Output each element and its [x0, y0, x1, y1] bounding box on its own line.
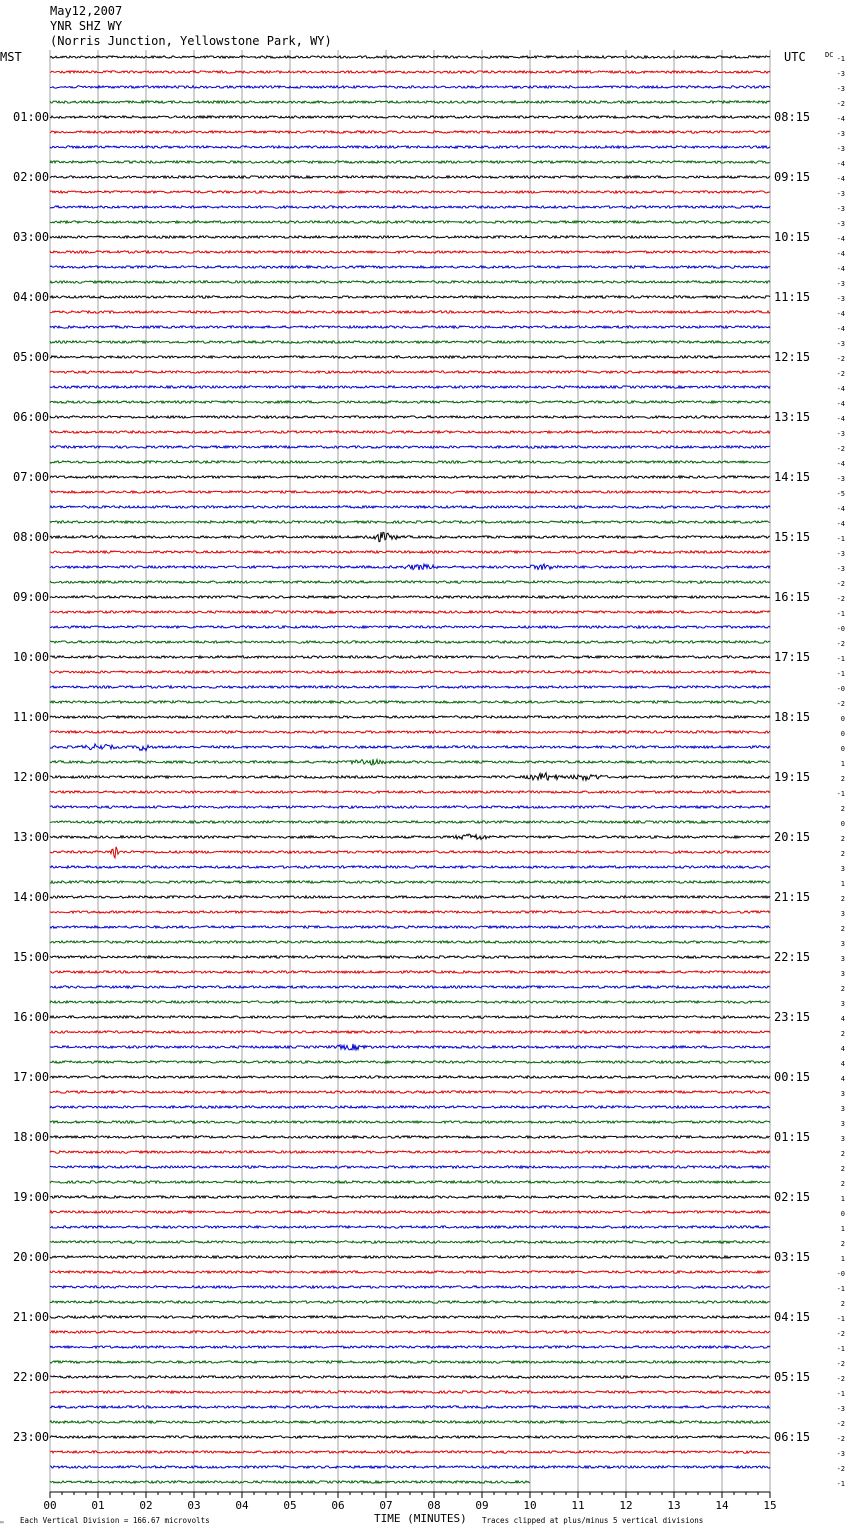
dc-offset-label: -4: [836, 310, 845, 318]
trace-48: [50, 773, 770, 780]
trace-70: [50, 1106, 770, 1108]
mst-hour-labels: [13, 110, 49, 1444]
mst-hour-label: 06:00: [13, 410, 50, 424]
x-tick-label: 13: [667, 1499, 681, 1512]
trace-81: [50, 1271, 770, 1273]
utc-hour-label: 12:15: [774, 350, 811, 364]
dc-offset-label: 2: [840, 850, 845, 858]
dc-offset-label: -3: [836, 295, 845, 303]
utc-hour-label: 06:15: [774, 1430, 811, 1444]
utc-hour-label: 01:15: [774, 1130, 811, 1144]
mst-hour-label: 08:00: [13, 530, 50, 544]
utc-hour-label: 17:15: [774, 650, 811, 664]
trace-1: [50, 71, 770, 73]
trace-79: [50, 1241, 770, 1243]
dc-offset-label: -3: [836, 430, 845, 438]
trace-31: [50, 521, 770, 523]
dc-offset-label: -2: [836, 700, 845, 708]
x-tick-label: 05: [283, 1499, 297, 1512]
utc-hour-labels: [774, 110, 810, 1444]
dc-offset-label: 3: [840, 1000, 845, 1008]
x-tick-label: 10: [523, 1499, 537, 1512]
trace-13: [50, 251, 770, 253]
dc-offset-label: 0: [840, 820, 845, 828]
trace-46: [50, 744, 770, 751]
trace-53: [50, 847, 770, 858]
trace-5: [50, 131, 770, 133]
trace-65: [50, 1031, 770, 1033]
trace-2: [50, 86, 770, 88]
mst-hour-label: 02:00: [13, 170, 50, 184]
x-tick-label: 11: [571, 1499, 585, 1512]
dc-offset-label: 0: [840, 715, 845, 723]
mst-hour-label: 23:00: [13, 1430, 50, 1444]
dc-offset-label: 1: [840, 1195, 845, 1203]
dc-offset-label: 3: [840, 940, 845, 948]
dc-offset-label: -3: [836, 475, 845, 483]
trace-59: [50, 941, 770, 943]
dc-offset-label: 2: [840, 805, 845, 813]
x-tick-label: 00: [43, 1499, 57, 1512]
trace-27: [50, 461, 770, 463]
trace-45: [50, 731, 770, 733]
utc-hour-label: 08:15: [774, 110, 811, 124]
trace-6: [50, 146, 770, 148]
trace-86: [50, 1346, 770, 1348]
trace-76: [50, 1196, 770, 1198]
dc-offset-label: -0: [836, 625, 845, 633]
dc-offset-label: 0: [840, 730, 845, 738]
dc-offset-label: 1: [840, 1255, 845, 1263]
dc-offset-label: -4: [836, 115, 845, 123]
trace-55: [50, 881, 770, 883]
x-tick-label: 08: [427, 1499, 441, 1512]
trace-7: [50, 161, 770, 163]
dc-offset-label: 2: [840, 1165, 845, 1173]
mst-hour-label: 16:00: [13, 1010, 50, 1024]
corner-mark: ™: [0, 1521, 4, 1528]
dc-offset-label: -1: [836, 535, 845, 543]
trace-73: [50, 1151, 770, 1153]
trace-19: [50, 341, 770, 343]
x-tick-label: 07: [379, 1499, 393, 1512]
dc-offset-label: -4: [836, 235, 845, 243]
trace-44: [50, 716, 770, 718]
trace-60: [50, 956, 770, 958]
trace-63: [50, 1001, 770, 1003]
trace-36: [50, 596, 770, 598]
trace-84: [50, 1316, 770, 1318]
utc-hour-label: 02:15: [774, 1190, 811, 1204]
trace-32: [50, 532, 770, 542]
utc-hour-label: 10:15: [774, 230, 811, 244]
trace-54: [50, 866, 770, 868]
utc-hour-label: 22:15: [774, 950, 811, 964]
mst-hour-label: 09:00: [13, 590, 50, 604]
trace-57: [50, 911, 770, 913]
trace-64: [50, 1016, 770, 1018]
trace-14: [50, 266, 770, 268]
dc-offset-label: -3: [836, 70, 845, 78]
dc-offset-label: -0: [836, 685, 845, 693]
utc-hour-label: 09:15: [774, 170, 811, 184]
dc-offset-label: -2: [836, 1330, 845, 1338]
seismogram-traces: [50, 56, 770, 1483]
dc-offset-label: -2: [836, 580, 845, 588]
trace-20: [50, 356, 770, 358]
dc-offset-label: -2: [836, 1435, 845, 1443]
dc-offset-label: -4: [836, 400, 845, 408]
trace-39: [50, 641, 770, 643]
trace-82: [50, 1286, 770, 1288]
trace-51: [50, 821, 770, 823]
mst-hour-label: 20:00: [13, 1250, 50, 1264]
mst-hour-label: 12:00: [13, 770, 50, 784]
dc-offset-label: 3: [840, 1090, 845, 1098]
trace-61: [50, 971, 770, 973]
dc-offset-label: -4: [836, 385, 845, 393]
header-date: May12,2007: [50, 4, 123, 18]
trace-87: [50, 1361, 770, 1363]
trace-93: [50, 1451, 770, 1453]
dc-offset-label: -3: [836, 85, 845, 93]
trace-4: [50, 116, 770, 118]
dc-offset-label: 3: [840, 1135, 845, 1143]
dc-offset-labels: [837, 55, 845, 1488]
dc-offset-label: 2: [840, 1240, 845, 1248]
trace-16: [50, 296, 770, 298]
utc-hour-label: 13:15: [774, 410, 811, 424]
dc-offset-label: -2: [836, 1465, 845, 1473]
trace-21: [50, 371, 770, 373]
trace-90: [50, 1406, 770, 1408]
utc-hour-label: 11:15: [774, 290, 811, 304]
dc-offset-label: -2: [836, 445, 845, 453]
dc-offset-label: -4: [836, 520, 845, 528]
trace-22: [50, 386, 770, 388]
x-tick-label: 02: [139, 1499, 153, 1512]
trace-52: [50, 834, 770, 839]
right-timezone-label: UTC: [784, 50, 806, 64]
trace-9: [50, 191, 770, 193]
dc-offset-label: 3: [840, 865, 845, 873]
mst-hour-label: 10:00: [13, 650, 50, 664]
trace-49: [50, 791, 770, 793]
trace-62: [50, 986, 770, 988]
header-location: (Norris Junction, Yellowstone Park, WY): [50, 34, 332, 48]
trace-77: [50, 1211, 770, 1213]
trace-0: [50, 56, 770, 58]
trace-78: [50, 1226, 770, 1228]
scale-note: Each Vertical Division = 166.67 microvolts: [20, 1516, 210, 1525]
trace-43: [50, 701, 770, 703]
left-timezone-label: MST: [0, 50, 22, 64]
mst-hour-label: 19:00: [13, 1190, 50, 1204]
dc-offset-label: -1: [836, 670, 845, 678]
dc-offset-label: -3: [836, 1450, 845, 1458]
x-tick-label: 09: [475, 1499, 489, 1512]
dc-offset-label: 2: [840, 1180, 845, 1188]
dc-offset-label: -2: [836, 595, 845, 603]
trace-33: [50, 551, 770, 553]
dc-offset-label: 1: [840, 1225, 845, 1233]
dc-offset-label: 0: [840, 1210, 845, 1218]
dc-offset-label: 0: [840, 745, 845, 753]
trace-17: [50, 311, 770, 313]
dc-offset-label: -3: [836, 220, 845, 228]
utc-hour-label: 20:15: [774, 830, 811, 844]
dc-offset-label: 1: [840, 880, 845, 888]
utc-hour-label: 21:15: [774, 890, 811, 904]
trace-28: [50, 476, 770, 478]
trace-74: [50, 1166, 770, 1168]
dc-offset-label: -3: [836, 1405, 845, 1413]
trace-92: [50, 1436, 770, 1438]
utc-hour-label: 23:15: [774, 1010, 811, 1024]
x-tick-label: 12: [619, 1499, 633, 1512]
trace-89: [50, 1391, 770, 1393]
trace-3: [50, 101, 770, 103]
trace-67: [50, 1061, 770, 1063]
trace-24: [50, 416, 770, 418]
trace-41: [50, 671, 770, 673]
dc-offset-label: -3: [836, 190, 845, 198]
mst-hour-label: 17:00: [13, 1070, 50, 1084]
dc-offset-label: -1: [836, 1315, 845, 1323]
trace-69: [50, 1091, 770, 1093]
trace-40: [50, 656, 770, 658]
mst-hour-label: 04:00: [13, 290, 50, 304]
dc-offset-label: 3: [840, 955, 845, 963]
trace-37: [50, 611, 770, 613]
dc-offset-label: -2: [836, 100, 845, 108]
dc-offset-label: -4: [836, 460, 845, 468]
mst-hour-label: 21:00: [13, 1310, 50, 1324]
x-tick-label: 04: [235, 1499, 249, 1512]
dc-offset-label: 3: [840, 1120, 845, 1128]
dc-offset-label: -2: [836, 1375, 845, 1383]
dc-offset-label: -1: [836, 655, 845, 663]
mst-hour-label: 22:00: [13, 1370, 50, 1384]
dc-offset-label: 4: [840, 1045, 845, 1053]
mst-hour-label: 03:00: [13, 230, 50, 244]
mst-hour-label: 15:00: [13, 950, 50, 964]
trace-71: [50, 1121, 770, 1123]
trace-18: [50, 326, 770, 328]
trace-26: [50, 446, 770, 448]
dc-offset-label: 3: [840, 1105, 845, 1113]
dc-offset-label: -4: [836, 250, 845, 258]
utc-hour-label: 05:15: [774, 1370, 811, 1384]
trace-80: [50, 1256, 770, 1258]
utc-hour-label: 03:15: [774, 1250, 811, 1264]
utc-hour-label: 14:15: [774, 470, 811, 484]
dc-offset-label: -2: [836, 370, 845, 378]
utc-hour-label: 00:15: [774, 1070, 811, 1084]
trace-91: [50, 1421, 770, 1423]
dc-offset-label: -1: [836, 1285, 845, 1293]
trace-42: [50, 686, 770, 688]
x-axis-ticks: [43, 1492, 776, 1512]
dc-offset-label: -2: [836, 640, 845, 648]
dc-offset-label: -2: [836, 1360, 845, 1368]
trace-25: [50, 431, 770, 433]
dc-offset-label: -3: [836, 565, 845, 573]
dc-offset-label: -4: [836, 325, 845, 333]
trace-58: [50, 926, 770, 928]
mst-hour-label: 13:00: [13, 830, 50, 844]
dc-offset-label: 2: [840, 775, 845, 783]
dc-offset-label: 1: [840, 760, 845, 768]
x-axis-label: TIME (MINUTES): [374, 1512, 467, 1525]
dc-offset-label: 4: [840, 1060, 845, 1068]
mst-hour-label: 18:00: [13, 1130, 50, 1144]
dc-offset-label: -2: [836, 355, 845, 363]
trace-68: [50, 1076, 770, 1078]
trace-72: [50, 1136, 770, 1138]
dc-offset-label: 2: [840, 1030, 845, 1038]
mst-hour-label: 05:00: [13, 350, 50, 364]
clip-note: Traces clipped at plus/minus 5 vertical divisions: [482, 1516, 704, 1525]
x-tick-label: 01: [91, 1499, 105, 1512]
dc-offset-label: -1: [836, 790, 845, 798]
trace-15: [50, 281, 770, 283]
dc-label: DC: [825, 51, 834, 59]
dc-offset-label: -3: [836, 550, 845, 558]
x-tick-label: 03: [187, 1499, 201, 1512]
dc-offset-label: 2: [840, 835, 845, 843]
utc-hour-label: 18:15: [774, 710, 811, 724]
dc-offset-label: 2: [840, 985, 845, 993]
x-tick-label: 06: [331, 1499, 345, 1512]
trace-56: [50, 896, 770, 898]
dc-offset-label: -5: [836, 490, 845, 498]
trace-83: [50, 1301, 770, 1303]
mst-hour-label: 07:00: [13, 470, 50, 484]
utc-hour-label: 16:15: [774, 590, 811, 604]
x-tick-label: 14: [715, 1499, 729, 1512]
trace-11: [50, 221, 770, 223]
dc-offset-label: -3: [836, 340, 845, 348]
utc-hour-label: 04:15: [774, 1310, 811, 1324]
dc-offset-label: -1: [836, 610, 845, 618]
trace-8: [50, 176, 770, 178]
dc-offset-label: -1: [836, 1345, 845, 1353]
mst-hour-label: 14:00: [13, 890, 50, 904]
header-station: YNR SHZ WY: [50, 19, 123, 33]
dc-offset-label: 3: [840, 970, 845, 978]
trace-85: [50, 1331, 770, 1333]
dc-offset-label: 2: [840, 1150, 845, 1158]
trace-47: [50, 759, 770, 765]
dc-offset-label: -3: [836, 280, 845, 288]
utc-hour-label: 15:15: [774, 530, 811, 544]
trace-88: [50, 1376, 770, 1378]
dc-offset-label: -1: [836, 55, 845, 63]
trace-10: [50, 206, 770, 208]
trace-23: [50, 401, 770, 403]
dc-offset-label: 3: [840, 910, 845, 918]
trace-94: [50, 1466, 770, 1468]
trace-50: [50, 806, 770, 808]
mst-hour-label: 11:00: [13, 710, 50, 724]
dc-offset-label: -4: [836, 175, 845, 183]
dc-offset-label: 2: [840, 1300, 845, 1308]
dc-offset-label: 4: [840, 1075, 845, 1083]
dc-offset-label: -4: [836, 160, 845, 168]
dc-offset-label: -3: [836, 145, 845, 153]
trace-29: [50, 491, 770, 493]
dc-offset-label: -4: [836, 265, 845, 273]
mst-hour-label: 01:00: [13, 110, 50, 124]
utc-hour-label: 19:15: [774, 770, 811, 784]
dc-offset-label: -3: [836, 205, 845, 213]
dc-offset-label: 2: [840, 925, 845, 933]
trace-35: [50, 581, 770, 583]
dc-offset-label: 4: [840, 1015, 845, 1023]
dc-offset-label: 2: [840, 895, 845, 903]
dc-offset-label: -1: [836, 1480, 845, 1488]
trace-38: [50, 626, 770, 628]
dc-offset-label: -4: [836, 505, 845, 513]
trace-34: [50, 564, 770, 570]
trace-66: [50, 1044, 770, 1050]
dc-offset-label: -2: [836, 1420, 845, 1428]
dc-offset-label: -4: [836, 415, 845, 423]
dc-offset-label: -0: [836, 1270, 845, 1278]
trace-75: [50, 1181, 770, 1183]
trace-12: [50, 236, 770, 238]
dc-offset-label: -3: [836, 130, 845, 138]
x-tick-label: 15: [763, 1499, 777, 1512]
dc-offset-label: -1: [836, 1390, 845, 1398]
trace-30: [50, 506, 770, 508]
